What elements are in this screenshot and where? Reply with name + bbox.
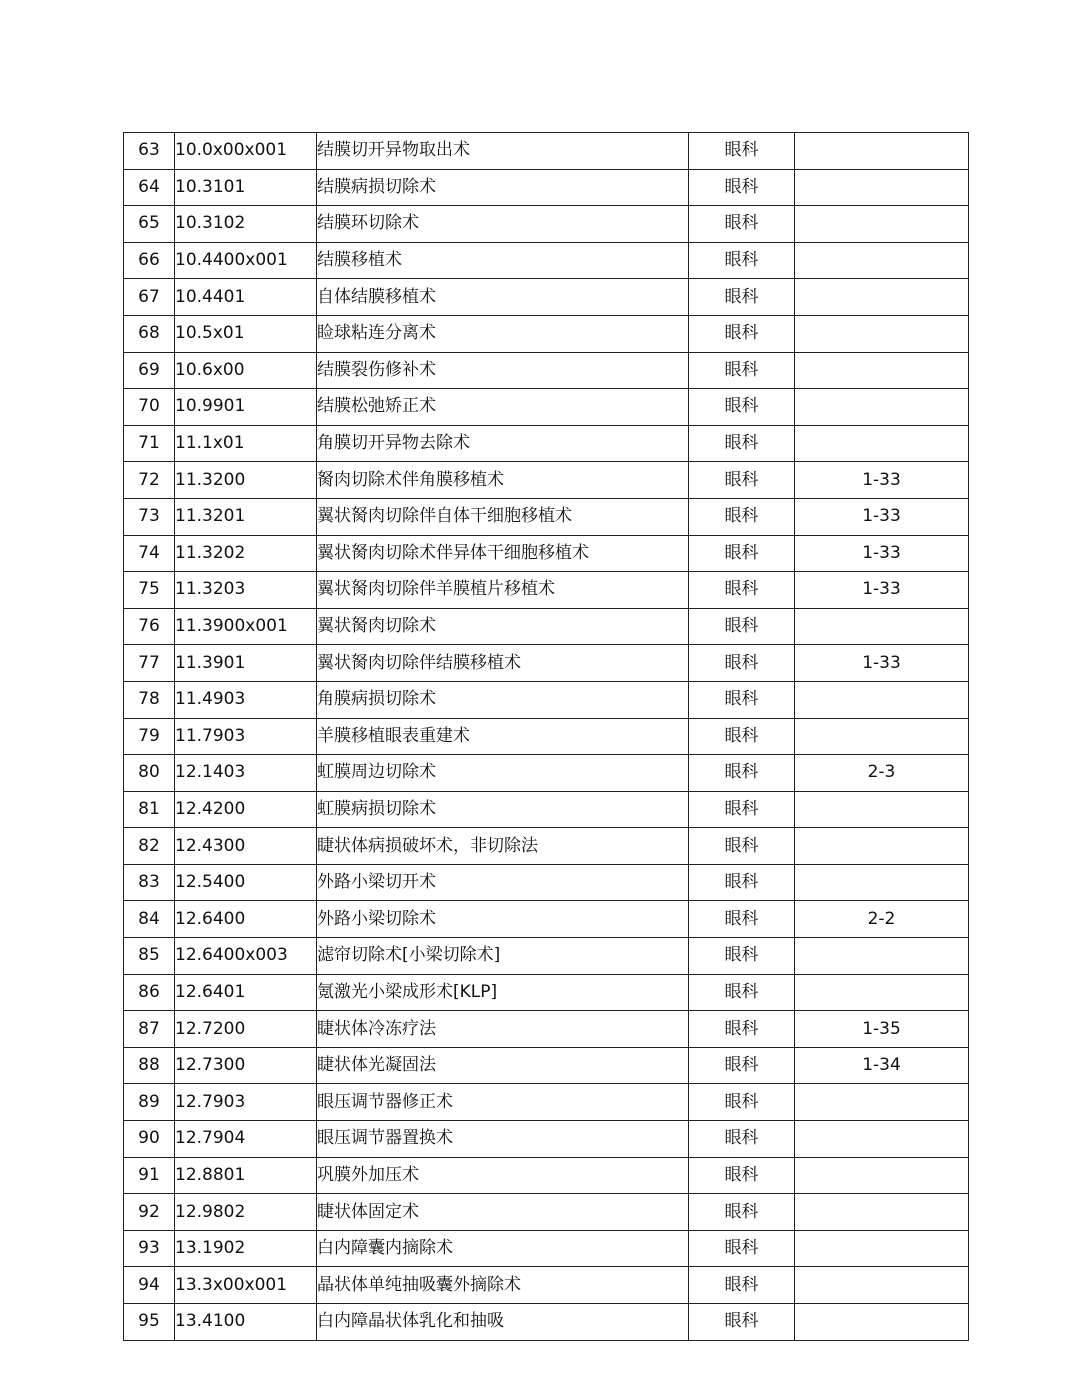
remark-cell bbox=[795, 1304, 969, 1341]
procedure-name-cell: 翼状胬肉切除伴结膜移植术 bbox=[317, 645, 689, 682]
procedure-code-cell: 12.7904 bbox=[175, 1121, 317, 1158]
procedure-name-cell: 滤帘切除术[小梁切除术] bbox=[317, 938, 689, 975]
row-number-cell: 92 bbox=[124, 1194, 175, 1231]
row-number-cell: 70 bbox=[124, 389, 175, 426]
procedure-name-cell: 羊膜移植眼表重建术 bbox=[317, 718, 689, 755]
department-cell: 眼科 bbox=[689, 1011, 795, 1048]
remark-cell bbox=[795, 315, 969, 352]
department-cell: 眼科 bbox=[689, 498, 795, 535]
department-cell: 眼科 bbox=[689, 242, 795, 279]
table-row bbox=[124, 279, 969, 316]
department-cell: 眼科 bbox=[689, 864, 795, 901]
procedure-code-cell: 13.1902 bbox=[175, 1230, 317, 1267]
table-row bbox=[124, 828, 969, 865]
procedure-name-cell: 睫状体冷冻疗法 bbox=[317, 1011, 689, 1048]
row-number-cell: 68 bbox=[124, 315, 175, 352]
table-row bbox=[124, 352, 969, 389]
remark-cell bbox=[795, 938, 969, 975]
procedure-name-cell: 白内障囊内摘除术 bbox=[317, 1230, 689, 1267]
table-row bbox=[124, 974, 969, 1011]
table-row bbox=[124, 901, 969, 938]
procedure-name-cell: 白内障晶状体乳化和抽吸 bbox=[317, 1304, 689, 1341]
procedure-name-cell: 翼状胬肉切除术伴异体干细胞移植术 bbox=[317, 535, 689, 572]
remark-cell bbox=[795, 1267, 969, 1304]
procedure-code-cell: 10.6x00 bbox=[175, 352, 317, 389]
table-row bbox=[124, 535, 969, 572]
department-cell: 眼科 bbox=[689, 1047, 795, 1084]
procedure-name-cell: 结膜裂伤修补术 bbox=[317, 352, 689, 389]
remark-cell bbox=[795, 1230, 969, 1267]
procedure-name-cell: 睑球粘连分离术 bbox=[317, 315, 689, 352]
row-number-cell: 77 bbox=[124, 645, 175, 682]
procedure-code-cell: 12.7903 bbox=[175, 1084, 317, 1121]
procedure-code-cell: 13.4100 bbox=[175, 1304, 317, 1341]
row-number-cell: 75 bbox=[124, 572, 175, 609]
row-number-cell: 86 bbox=[124, 974, 175, 1011]
row-number-cell: 65 bbox=[124, 206, 175, 243]
procedure-code-cell: 11.3201 bbox=[175, 498, 317, 535]
remark-cell bbox=[795, 425, 969, 462]
remark-cell: 1-33 bbox=[795, 535, 969, 572]
procedure-name-cell: 虹膜病损切除术 bbox=[317, 791, 689, 828]
department-cell: 眼科 bbox=[689, 535, 795, 572]
table-row bbox=[124, 389, 969, 426]
row-number-cell: 73 bbox=[124, 498, 175, 535]
procedure-code-cell: 10.3101 bbox=[175, 169, 317, 206]
procedure-code-cell: 12.5400 bbox=[175, 864, 317, 901]
table-row bbox=[124, 498, 969, 535]
remark-cell bbox=[795, 133, 969, 170]
table-row bbox=[124, 1267, 969, 1304]
table-row bbox=[124, 681, 969, 718]
procedure-name-cell: 结膜松弛矫正术 bbox=[317, 389, 689, 426]
procedure-name-cell: 结膜环切除术 bbox=[317, 206, 689, 243]
remark-cell bbox=[795, 791, 969, 828]
procedure-name-cell: 自体结膜移植术 bbox=[317, 279, 689, 316]
table-row bbox=[124, 718, 969, 755]
remark-cell bbox=[795, 1157, 969, 1194]
department-cell: 眼科 bbox=[689, 1157, 795, 1194]
department-cell: 眼科 bbox=[689, 1121, 795, 1158]
table-row bbox=[124, 169, 969, 206]
procedure-code-cell: 12.4200 bbox=[175, 791, 317, 828]
table-row bbox=[124, 572, 969, 609]
row-number-cell: 71 bbox=[124, 425, 175, 462]
row-number-cell: 67 bbox=[124, 279, 175, 316]
row-number-cell: 80 bbox=[124, 755, 175, 792]
procedure-code-cell: 13.3x00x001 bbox=[175, 1267, 317, 1304]
remark-cell bbox=[795, 169, 969, 206]
procedure-code-cell: 11.4903 bbox=[175, 681, 317, 718]
department-cell: 眼科 bbox=[689, 791, 795, 828]
row-number-cell: 87 bbox=[124, 1011, 175, 1048]
table-row bbox=[124, 1194, 969, 1231]
row-number-cell: 76 bbox=[124, 608, 175, 645]
department-cell: 眼科 bbox=[689, 755, 795, 792]
procedure-code-cell: 11.3203 bbox=[175, 572, 317, 609]
row-number-cell: 72 bbox=[124, 462, 175, 499]
procedure-name-cell: 巩膜外加压术 bbox=[317, 1157, 689, 1194]
department-cell: 眼科 bbox=[689, 974, 795, 1011]
procedure-name-cell: 结膜移植术 bbox=[317, 242, 689, 279]
row-number-cell: 90 bbox=[124, 1121, 175, 1158]
department-cell: 眼科 bbox=[689, 133, 795, 170]
row-number-cell: 83 bbox=[124, 864, 175, 901]
procedure-name-cell: 结膜切开异物取出术 bbox=[317, 133, 689, 170]
row-number-cell: 82 bbox=[124, 828, 175, 865]
department-cell: 眼科 bbox=[689, 1194, 795, 1231]
remark-cell: 1-35 bbox=[795, 1011, 969, 1048]
procedure-name-cell: 翼状胬肉切除术 bbox=[317, 608, 689, 645]
procedure-name-cell: 虹膜周边切除术 bbox=[317, 755, 689, 792]
department-cell: 眼科 bbox=[689, 608, 795, 645]
procedure-code-cell: 12.7300 bbox=[175, 1047, 317, 1084]
department-cell: 眼科 bbox=[689, 1304, 795, 1341]
procedure-code-cell: 10.0x00x001 bbox=[175, 133, 317, 170]
table-row bbox=[124, 315, 969, 352]
department-cell: 眼科 bbox=[689, 206, 795, 243]
department-cell: 眼科 bbox=[689, 1230, 795, 1267]
procedure-code-cell: 11.7903 bbox=[175, 718, 317, 755]
remark-cell bbox=[795, 864, 969, 901]
procedure-name-cell: 晶状体单纯抽吸囊外摘除术 bbox=[317, 1267, 689, 1304]
remark-cell bbox=[795, 1084, 969, 1121]
procedure-name-cell: 结膜病损切除术 bbox=[317, 169, 689, 206]
table-row bbox=[124, 133, 969, 170]
row-number-cell: 64 bbox=[124, 169, 175, 206]
remark-cell: 1-34 bbox=[795, 1047, 969, 1084]
table-row bbox=[124, 1304, 969, 1341]
procedure-code-cell: 10.5x01 bbox=[175, 315, 317, 352]
row-number-cell: 81 bbox=[124, 791, 175, 828]
department-cell: 眼科 bbox=[689, 389, 795, 426]
table-row bbox=[124, 1084, 969, 1121]
procedure-name-cell: 角膜切开异物去除术 bbox=[317, 425, 689, 462]
table-row bbox=[124, 938, 969, 975]
table-row bbox=[124, 206, 969, 243]
procedure-code-cell: 10.9901 bbox=[175, 389, 317, 426]
procedure-name-cell: 角膜病损切除术 bbox=[317, 681, 689, 718]
remark-cell bbox=[795, 352, 969, 389]
table-row bbox=[124, 1157, 969, 1194]
table-row bbox=[124, 242, 969, 279]
procedure-name-cell: 外路小梁切除术 bbox=[317, 901, 689, 938]
row-number-cell: 89 bbox=[124, 1084, 175, 1121]
procedure-code-cell: 11.1x01 bbox=[175, 425, 317, 462]
procedure-name-cell: 眼压调节器修正术 bbox=[317, 1084, 689, 1121]
procedure-code-cell: 12.6400 bbox=[175, 901, 317, 938]
procedure-name-cell: 翼状胬肉切除伴羊膜植片移植术 bbox=[317, 572, 689, 609]
remark-cell bbox=[795, 718, 969, 755]
procedure-name-cell: 眼压调节器置换术 bbox=[317, 1121, 689, 1158]
remark-cell bbox=[795, 681, 969, 718]
table-row bbox=[124, 462, 969, 499]
table-row bbox=[124, 864, 969, 901]
row-number-cell: 93 bbox=[124, 1230, 175, 1267]
remark-cell bbox=[795, 206, 969, 243]
procedure-name-cell: 睫状体光凝固法 bbox=[317, 1047, 689, 1084]
table-row bbox=[124, 425, 969, 462]
table-row bbox=[124, 791, 969, 828]
row-number-cell: 88 bbox=[124, 1047, 175, 1084]
row-number-cell: 79 bbox=[124, 718, 175, 755]
row-number-cell: 94 bbox=[124, 1267, 175, 1304]
department-cell: 眼科 bbox=[689, 279, 795, 316]
remark-cell bbox=[795, 1194, 969, 1231]
procedure-code-cell: 10.4401 bbox=[175, 279, 317, 316]
remark-cell: 1-33 bbox=[795, 572, 969, 609]
procedure-code-cell: 12.4300 bbox=[175, 828, 317, 865]
row-number-cell: 66 bbox=[124, 242, 175, 279]
procedure-code-cell: 11.3901 bbox=[175, 645, 317, 682]
procedure-name-cell: 胬肉切除术伴角膜移植术 bbox=[317, 462, 689, 499]
row-number-cell: 91 bbox=[124, 1157, 175, 1194]
procedure-name-cell: 翼状胬肉切除伴自体干细胞移植术 bbox=[317, 498, 689, 535]
department-cell: 眼科 bbox=[689, 828, 795, 865]
department-cell: 眼科 bbox=[689, 462, 795, 499]
department-cell: 眼科 bbox=[689, 1267, 795, 1304]
procedure-code-cell: 12.1403 bbox=[175, 755, 317, 792]
table-row bbox=[124, 608, 969, 645]
remark-cell bbox=[795, 608, 969, 645]
procedure-code-cell: 11.3900x001 bbox=[175, 608, 317, 645]
procedure-name-cell: 睫状体固定术 bbox=[317, 1194, 689, 1231]
department-cell: 眼科 bbox=[689, 572, 795, 609]
row-number-cell: 84 bbox=[124, 901, 175, 938]
remark-cell bbox=[795, 1121, 969, 1158]
procedure-name-cell: 外路小梁切开术 bbox=[317, 864, 689, 901]
department-cell: 眼科 bbox=[689, 1084, 795, 1121]
remark-cell bbox=[795, 279, 969, 316]
row-number-cell: 63 bbox=[124, 133, 175, 170]
procedure-code-cell: 12.7200 bbox=[175, 1011, 317, 1048]
department-cell: 眼科 bbox=[689, 681, 795, 718]
row-number-cell: 69 bbox=[124, 352, 175, 389]
procedure-name-cell: 睫状体病损破坏术，非切除法 bbox=[317, 828, 689, 865]
procedure-table bbox=[123, 132, 969, 1341]
remark-cell: 1-33 bbox=[795, 645, 969, 682]
procedure-code-cell: 10.3102 bbox=[175, 206, 317, 243]
table-body bbox=[124, 133, 969, 1341]
remark-cell: 1-33 bbox=[795, 498, 969, 535]
table-row bbox=[124, 645, 969, 682]
procedure-name-cell: 氪激光小梁成形术[KLP] bbox=[317, 974, 689, 1011]
row-number-cell: 85 bbox=[124, 938, 175, 975]
procedure-code-cell: 12.6401 bbox=[175, 974, 317, 1011]
procedure-code-cell: 12.8801 bbox=[175, 1157, 317, 1194]
remark-cell: 1-33 bbox=[795, 462, 969, 499]
remark-cell bbox=[795, 389, 969, 426]
table-row bbox=[124, 755, 969, 792]
department-cell: 眼科 bbox=[689, 169, 795, 206]
department-cell: 眼科 bbox=[689, 901, 795, 938]
remark-cell bbox=[795, 974, 969, 1011]
table-row bbox=[124, 1230, 969, 1267]
table-row bbox=[124, 1047, 969, 1084]
department-cell: 眼科 bbox=[689, 718, 795, 755]
row-number-cell: 95 bbox=[124, 1304, 175, 1341]
remark-cell bbox=[795, 242, 969, 279]
department-cell: 眼科 bbox=[689, 425, 795, 462]
remark-cell bbox=[795, 828, 969, 865]
department-cell: 眼科 bbox=[689, 645, 795, 682]
department-cell: 眼科 bbox=[689, 938, 795, 975]
procedure-code-cell: 12.9802 bbox=[175, 1194, 317, 1231]
table-row bbox=[124, 1121, 969, 1158]
procedure-code-cell: 11.3202 bbox=[175, 535, 317, 572]
row-number-cell: 78 bbox=[124, 681, 175, 718]
row-number-cell: 74 bbox=[124, 535, 175, 572]
procedure-code-cell: 11.3200 bbox=[175, 462, 317, 499]
procedure-code-cell: 12.6400x003 bbox=[175, 938, 317, 975]
remark-cell: 2-2 bbox=[795, 901, 969, 938]
department-cell: 眼科 bbox=[689, 352, 795, 389]
table-row bbox=[124, 1011, 969, 1048]
remark-cell: 2-3 bbox=[795, 755, 969, 792]
procedure-code-cell: 10.4400x001 bbox=[175, 242, 317, 279]
department-cell: 眼科 bbox=[689, 315, 795, 352]
